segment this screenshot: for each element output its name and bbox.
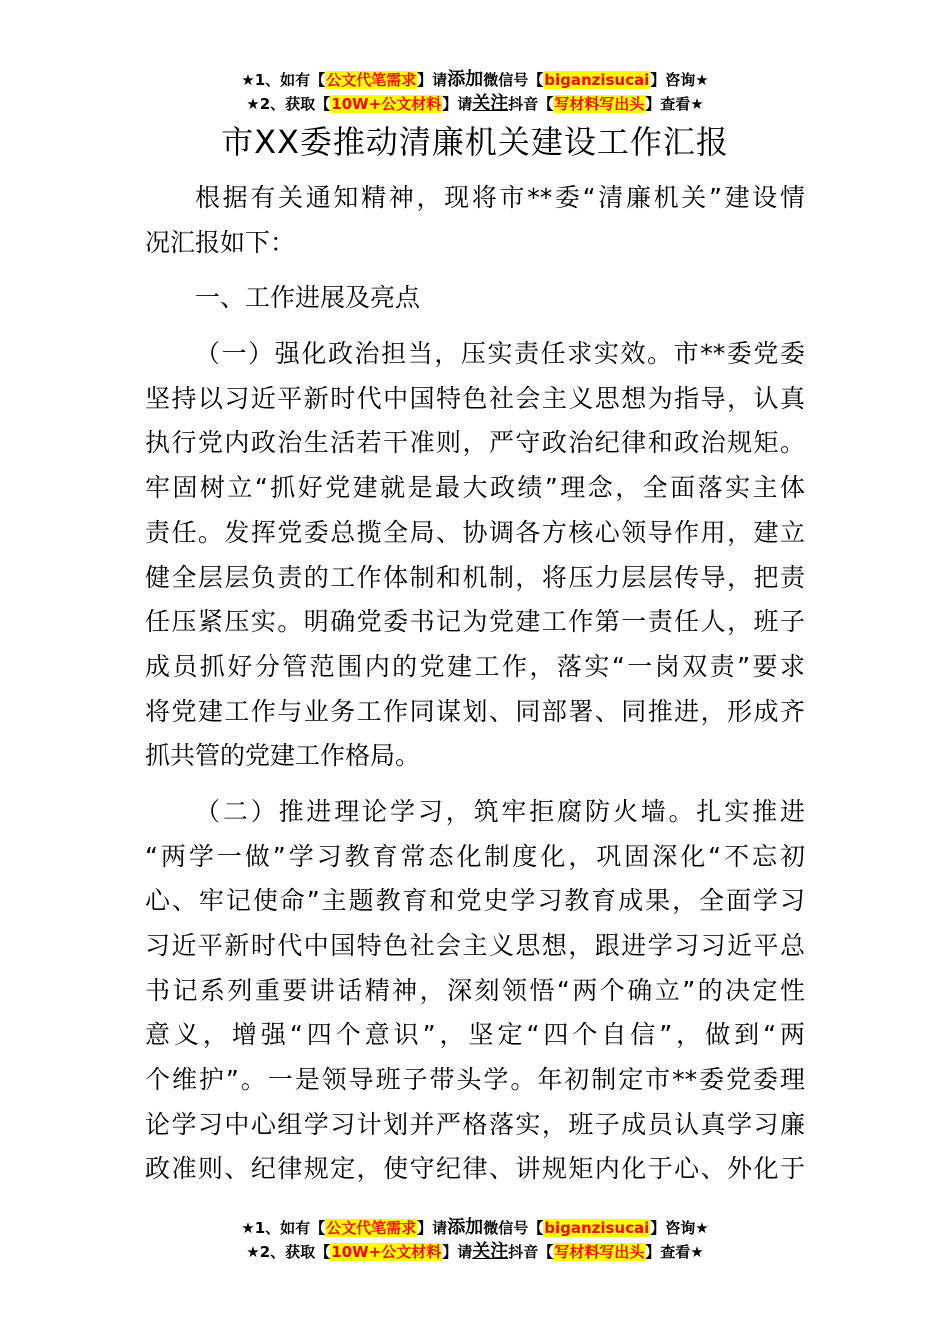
promo-text: 微信号【	[483, 71, 544, 89]
promo-text: 】咨询★	[650, 71, 709, 89]
promo-line-1	[0, 68, 950, 92]
promo-text: 】请	[417, 71, 448, 89]
text-line: 政准则、纪律规定，使守纪律、讲规矩内化于心、外化于	[145, 1154, 805, 1184]
promo-wechat-id: biganzisucai	[544, 1219, 650, 1237]
promo-highlight: 公文代笔需求	[326, 1219, 417, 1237]
promo-wechat-id: biganzisucai	[544, 71, 650, 89]
text-line: 况汇报如下：	[145, 227, 296, 257]
promo-text: 抖音【	[508, 1243, 554, 1261]
text-line: 健全层层负责的工作体制和机制，将压力层层传导，把责	[145, 562, 805, 592]
text-line: “两学一做”学习教育常态化制度化，巩固深化“不忘初	[145, 841, 805, 871]
paragraph-1	[145, 332, 805, 779]
promo-line-2	[0, 92, 950, 116]
text-line: 心、牢记使命”主题教育和党史学习教育成果，全面学习	[145, 886, 805, 916]
promo-emphasis: 关注	[472, 1241, 509, 1262]
text-line: 习近平新时代中国特色社会主义思想，跟进学习习近平总	[145, 931, 805, 960]
text-line: （一）强化政治担当，压实责任求实效。市**委党委	[195, 339, 805, 369]
document-title: 市XX委推动清廉机关建设工作汇报	[221, 123, 729, 161]
promo-text: 】查看★	[645, 95, 704, 113]
text-line: 成员抓好分管范围内的党建工作，落实“一岗双责”要求	[145, 651, 805, 681]
text-line: 责任。发挥党委总揽全局、协调各方核心领导作用，建立	[145, 517, 805, 547]
promo-text: 抖音【	[508, 95, 554, 113]
text-line: 根据有关通知精神，现将市**委“清廉机关”建设情	[195, 183, 805, 212]
text-line: 牢固树立“抓好党建就是最大政绩”理念，全面落实主体	[145, 473, 805, 503]
promo-text: 】请	[442, 1243, 473, 1261]
section-heading	[145, 276, 805, 321]
promo-emphasis: 添加	[447, 69, 484, 90]
document-body	[145, 176, 805, 1192]
promo-highlight: 写材料写出头	[554, 95, 645, 113]
text-line: 意义，增强“四个意识”，坚定“四个自信”，做到“两	[145, 1020, 805, 1050]
text-line: 任压紧压实。明确党委书记为党建工作第一责任人，班子	[145, 607, 805, 637]
promo-text: 】请	[442, 95, 473, 113]
promo-text: ★2、获取【	[246, 95, 331, 113]
intro-paragraph	[145, 176, 805, 265]
text-line: 抓共管的党建工作格局。	[145, 741, 421, 771]
promo-banner-top	[0, 68, 950, 116]
promo-text: 】查看★	[645, 1243, 704, 1261]
promo-banner-bottom	[0, 1216, 950, 1264]
promo-emphasis: 添加	[447, 1217, 484, 1238]
promo-text: ★1、如有【	[241, 71, 326, 89]
text-line: 执行党内政治生活若干准则，严守政治纪律和政治规矩。	[145, 428, 805, 458]
promo-line-1	[0, 1216, 950, 1240]
promo-highlight: 10W+公文材料	[331, 1243, 442, 1261]
text-line: 论学习中心组学习计划并严格落实，班子成员认真学习廉	[145, 1109, 805, 1139]
section-1-heading: 一、工作进展及亮点	[195, 283, 421, 313]
text-line: 坚持以习近平新时代中国特色社会主义思想为指导，认真	[145, 383, 805, 413]
promo-text: 】请	[417, 1219, 448, 1237]
promo-text: ★1、如有【	[241, 1219, 326, 1237]
promo-highlight: 10W+公文材料	[331, 95, 442, 113]
text-line: 将党建工作与业务工作同谋划、同部署、同推进，形成齐	[145, 696, 805, 726]
paragraph-2	[145, 790, 805, 1192]
text-line: 书记系列重要讲话精神，深刻领悟“两个确立”的决定性	[145, 975, 805, 1005]
promo-emphasis: 关注	[472, 93, 509, 114]
promo-highlight: 公文代笔需求	[326, 71, 417, 89]
promo-text: 】咨询★	[650, 1219, 709, 1237]
promo-text: 微信号【	[483, 1219, 544, 1237]
text-line: 个维护”。一是领导班子带头学。年初制定市**委党委理	[145, 1065, 805, 1095]
promo-line-2	[0, 1240, 950, 1264]
promo-text: ★2、获取【	[246, 1243, 331, 1261]
promo-highlight: 写材料写出头	[554, 1243, 645, 1261]
text-line: （二）推进理论学习，筑牢拒腐防火墙。扎实推进	[195, 796, 805, 826]
